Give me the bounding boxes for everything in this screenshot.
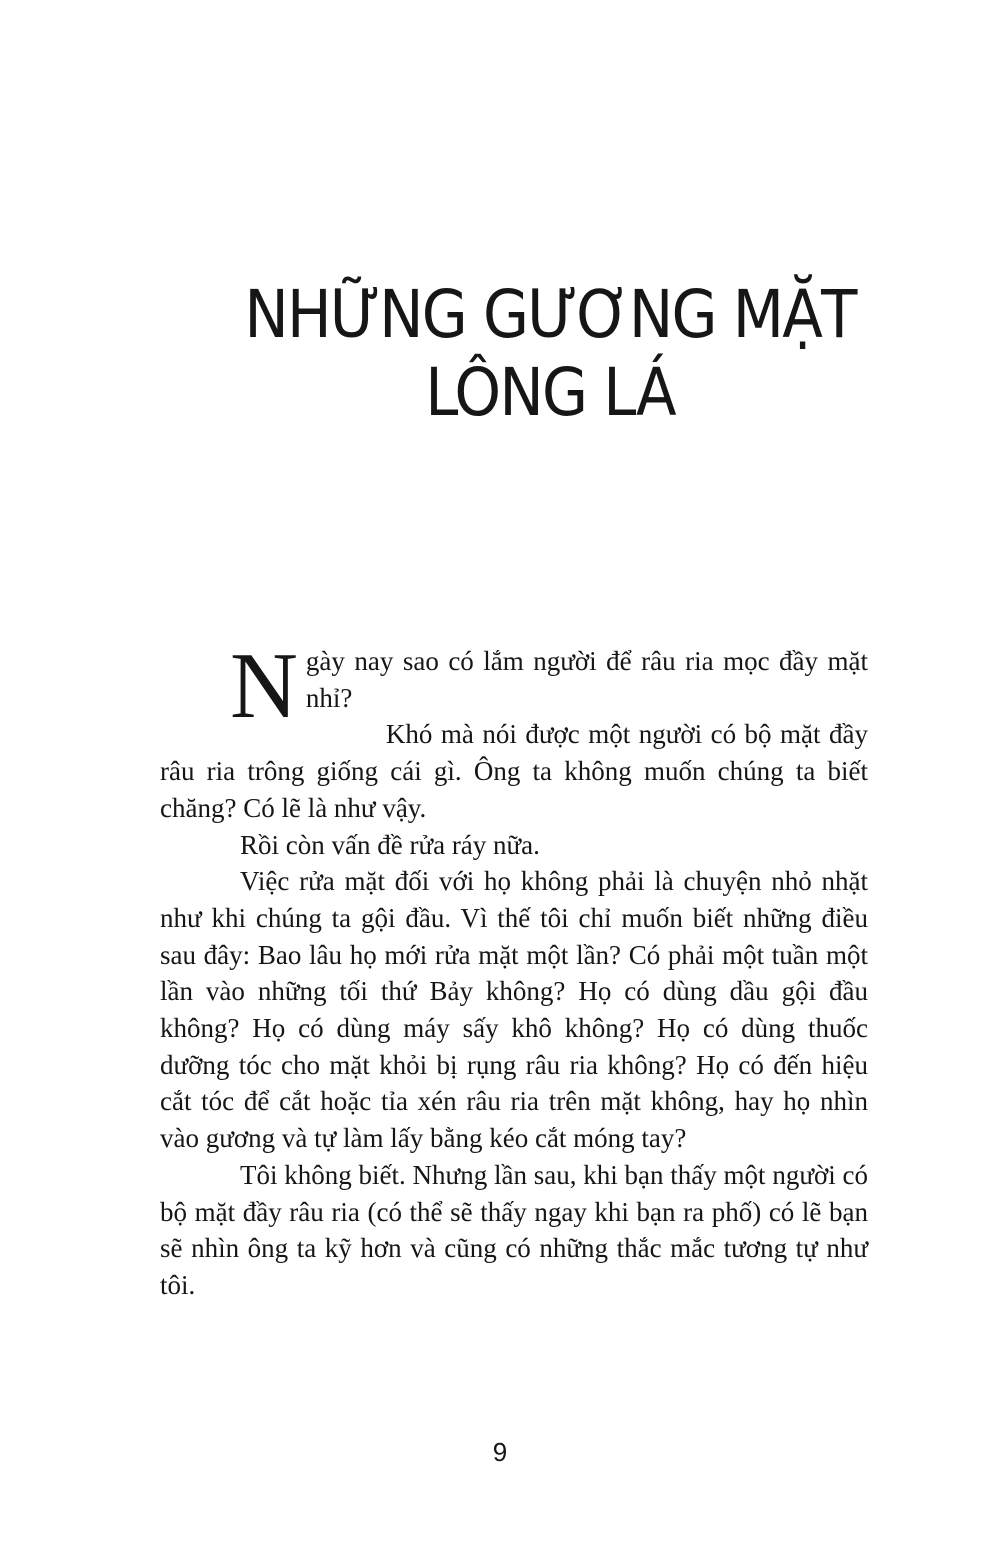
paragraph-1 (160, 634, 868, 738)
chapter-body (160, 634, 868, 1304)
paragraph-2: Khó mà nói được một người có bộ mặt đầy râu ria trông giống cái gì. Ông ta không muốn chúng ta biết chăng? Có lẽ là như vậy. (160, 719, 868, 823)
chapter-title-line-2: LÔNG LÁ (425, 354, 675, 431)
drop-cap: N (230, 634, 298, 738)
chapter-title-line-1: NHỮNG GƯƠNG MẶT (244, 276, 856, 353)
paragraph-4: Việc rửa mặt đối với họ không phải là chuyện nhỏ nhặt như khi chúng ta gội đầu. Vì thế tôi chỉ muốn biết những điều sau đây: Bao lâu họ mới rửa mặt một lần? Có phải một tuần một lần vào những tối thứ Bảy không? Họ có dùng dầu gội đầu không? Họ có dùng máy sấy khô không? Họ có dùng thuốc dưỡng tóc cho mặt khỏi bị rụng râu ria không? Họ có đến hiệu cắt tóc để cắt hoặc tỉa xén râu ria trên mặt không, hay họ nhìn vào gương và tự làm lấy bằng kéo cắt móng tay? (160, 866, 868, 1154)
paragraph-5: Tôi không biết. Nhưng lần sau, khi bạn thấy một người có bộ mặt đầy râu ria (có thể sẽ thấy ngay khi bạn ra phố) có lẽ bạn sẽ nhìn ông ta kỹ hơn và cũng có những thắc mắc tương tự như tôi. (160, 1159, 868, 1300)
paragraph-1-text: gày nay sao có lắm người để râu ria mọc đầy mặt nhỉ? (305, 646, 868, 713)
page-number: 9 (492, 1437, 508, 1467)
paragraph-3: Rồi còn vấn đề rửa ráy nữa. (240, 829, 540, 860)
chapter-title (235, 276, 865, 432)
